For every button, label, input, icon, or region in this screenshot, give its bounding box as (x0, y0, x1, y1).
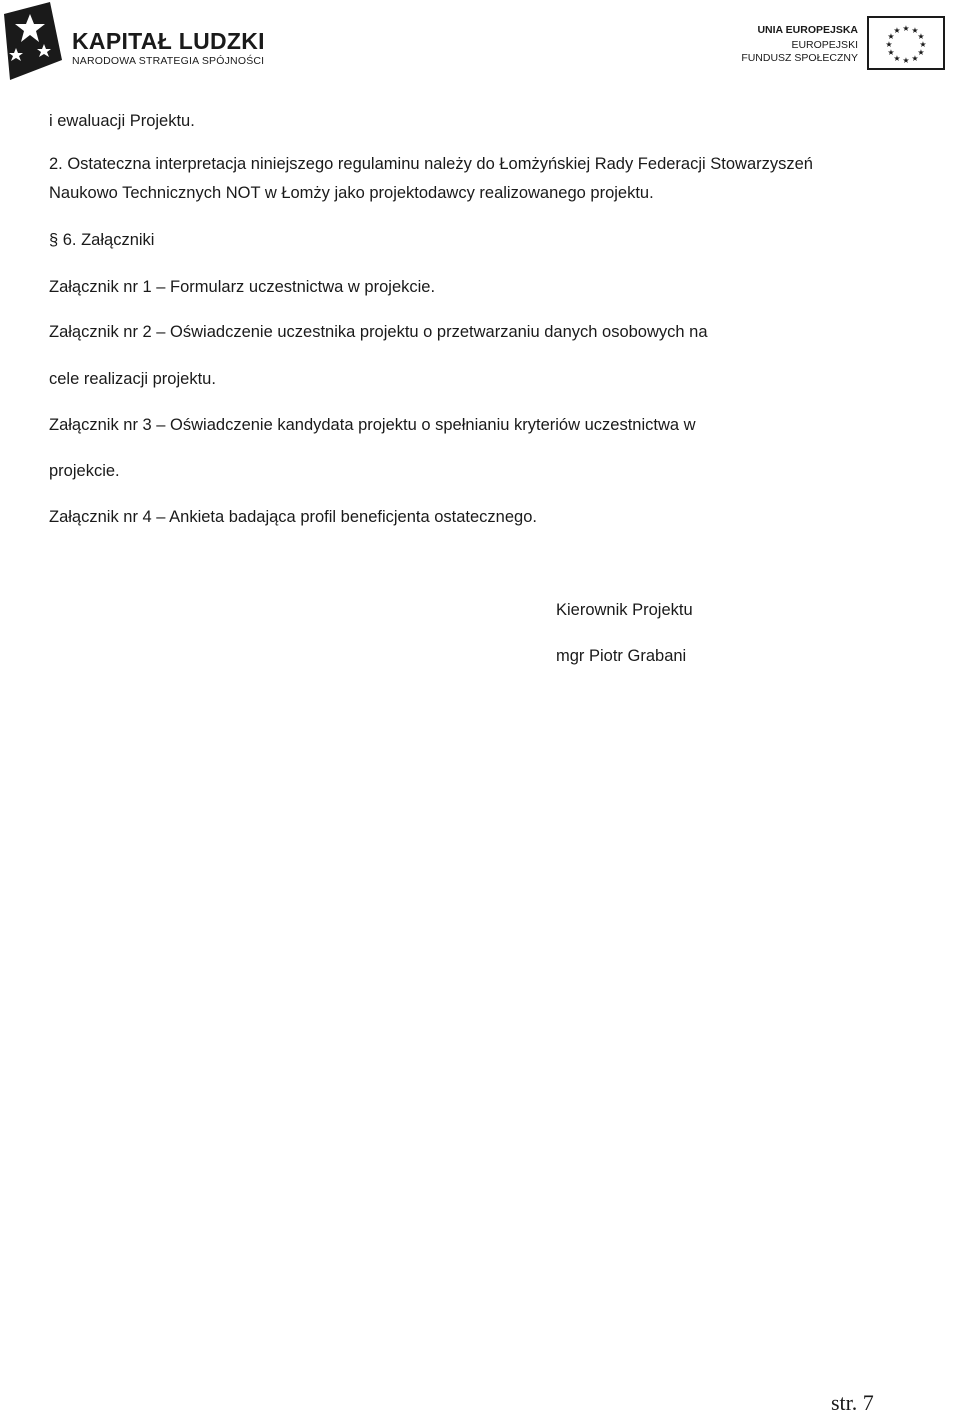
attachment-3-line-2: projekcie. (49, 462, 120, 480)
svg-text:★: ★ (911, 26, 919, 35)
attachment-1: Załącznik nr 1 – Formularz uczestnictwa w projekcie. (49, 278, 436, 296)
svg-text:★: ★ (887, 48, 895, 57)
body-line-1: i ewaluacji Projektu. (49, 112, 195, 130)
signature-role: Kierownik Projektu (556, 601, 693, 619)
svg-text:★: ★ (919, 40, 927, 49)
eu-logo-line1: UNIA EUROPEJSKA (757, 24, 858, 36)
attachment-3-line-1: Załącznik nr 3 – Oświadczenie kandydata projektu o spełnianiu kryteriów uczestnictwa w (49, 416, 696, 434)
eu-logo (741, 10, 960, 82)
body-line-2: 2. Ostateczna interpretacja niniejszego regulaminu należy do Łomżyńskiej Rady Federacji Stowarzyszeń (49, 155, 813, 173)
svg-text:★: ★ (887, 32, 895, 41)
section-heading: § 6. Załączniki (49, 231, 155, 249)
eu-logo-line2: EUROPEJSKI (791, 39, 858, 51)
kapital-ludzki-logo (0, 0, 300, 88)
svg-text:★: ★ (917, 48, 925, 57)
eu-flag-icon (867, 16, 947, 72)
body-line-3: Naukowo Technicznych NOT w Łomży jako projektodawcy realizowanego projektu. (49, 184, 654, 202)
svg-text:★: ★ (893, 26, 901, 35)
kapital-ludzki-title: KAPITAŁ LUDZKI (72, 28, 265, 54)
attachment-4: Załącznik nr 4 – Ankieta badająca profil beneficjenta ostatecznego. (49, 508, 537, 526)
page-number: str. 7 (831, 1390, 874, 1415)
attachment-2-line-2: cele realizacji projektu. (49, 370, 216, 388)
signature-name: mgr Piotr Grabani (556, 647, 687, 665)
svg-text:★: ★ (911, 54, 919, 63)
attachment-2-line-1: Załącznik nr 2 – Oświadczenie uczestnika projektu o przetwarzaniu danych osobowych na (49, 323, 708, 341)
kapital-ludzki-emblem-icon (0, 0, 70, 88)
kapital-ludzki-subtitle: NARODOWA STRATEGIA SPÓJNOŚCI (72, 55, 265, 67)
svg-text:★: ★ (893, 54, 901, 63)
eu-logo-line3: FUNDUSZ SPOŁECZNY (741, 52, 858, 64)
svg-text:★: ★ (902, 24, 910, 33)
svg-text:★: ★ (885, 40, 893, 49)
svg-text:★: ★ (917, 32, 925, 41)
svg-text:★: ★ (902, 56, 910, 65)
